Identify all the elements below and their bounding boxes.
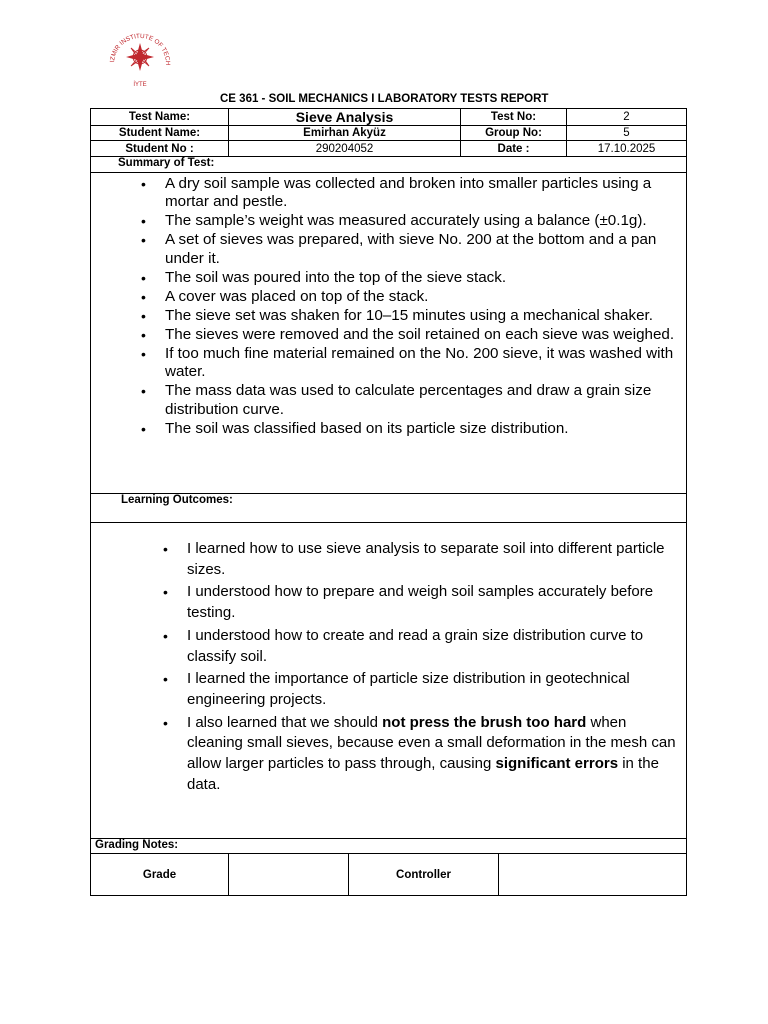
outcomes-list [187, 539, 685, 798]
grade-value-field [229, 854, 349, 896]
outcome-item: • I understood how to create and read a grain size distribution curve to classify soil. [187, 626, 685, 668]
student-name-label: Student Name: [91, 126, 229, 140]
student-no-value: 290204052 [229, 141, 461, 156]
compass-star-icon [126, 43, 154, 71]
test-no-value: 2 [623, 111, 630, 123]
row-student-no [91, 141, 686, 157]
student-no-label: Student No : [91, 141, 229, 156]
controller-label: Controller [349, 854, 499, 896]
outcome-emphasis: significant errors [495, 755, 619, 773]
report-form [90, 108, 687, 896]
grading-notes-label: Grading Notes: [95, 839, 179, 851]
summary-label: Summary of Test: [118, 157, 215, 169]
outcome-item-last [187, 713, 685, 796]
logo-abbrev: İYTE [133, 82, 147, 88]
summary-list [165, 175, 685, 439]
outcome-item: • I learned the importance of particle size distribution in geotechnical engineering projects. [187, 669, 685, 711]
summary-item: • The sieves were removed and the soil retained on each sieve was weighed. [165, 326, 685, 344]
grade-label: Grade [91, 854, 229, 896]
test-name-value: Sieve Analysis [229, 109, 461, 125]
row-student-name [91, 126, 686, 141]
test-no-label: Test No: [461, 109, 567, 125]
date-value: 17.10.2025 [597, 142, 656, 155]
summary-item: • The soil was poured into the top of the sieve stack. [165, 269, 685, 287]
summary-item: • A cover was placed on top of the stack. [165, 288, 685, 306]
summary-item: • If too much fine material remained on the No. 200 sieve, it was washed with water. [165, 345, 685, 382]
row-grade [91, 854, 686, 896]
row-test-name [91, 109, 686, 126]
logo-emblem [100, 24, 180, 88]
outcome-text: I also learned that we should [187, 713, 383, 731]
summary-item: • The soil was classified based on its particle size distribution. [165, 420, 685, 438]
controller-value-field [499, 854, 686, 896]
outcome-text: when cleaning small sieves, because even a small deformation in the mesh can allow larger particles to pass through, causing [187, 713, 676, 773]
outcome-text: in the data. [187, 755, 659, 793]
outcome-item: • I learned how to use sieve analysis to separate soil into different particle sizes. [187, 539, 685, 581]
outcome-item: • I understood how to prepare and weigh soil samples accurately before testing. [187, 582, 685, 624]
test-name-label: Test Name: [91, 109, 229, 125]
institution-logo [100, 24, 180, 88]
logo-arc-text: IZMIR INSTITUTE OF TECH [109, 32, 172, 66]
summary-item: • A dry soil sample was collected and broken into smaller particles using a mortar and pestle. [165, 175, 685, 212]
group-no-value: 5 [623, 127, 630, 139]
report-title: CE 361 - SOIL MECHANICS I LABORATORY TESTS REPORT [220, 93, 549, 105]
row-summary-label [91, 157, 686, 173]
group-no-label: Group No: [461, 126, 567, 140]
summary-item: • The sieve set was shaken for 10–15 minutes using a mechanical shaker. [165, 307, 685, 325]
row-outcomes-label [91, 494, 686, 523]
row-grading-label [91, 839, 686, 854]
summary-item: • The mass data was used to calculate percentages and draw a grain size distribution curve. [165, 382, 685, 419]
summary-item: • A set of sieves was prepared, with sieve No. 200 at the bottom and a pan under it. [165, 231, 685, 268]
date-label: Date : [461, 141, 567, 156]
student-name-value: Emirhan Akyüz [229, 126, 461, 140]
outcomes-label: Learning Outcomes: [121, 494, 233, 506]
outcome-emphasis: not press the brush too hard [382, 713, 587, 731]
summary-item: • The sample’s weight was measured accurately using a balance (±0.1g). [165, 212, 685, 230]
